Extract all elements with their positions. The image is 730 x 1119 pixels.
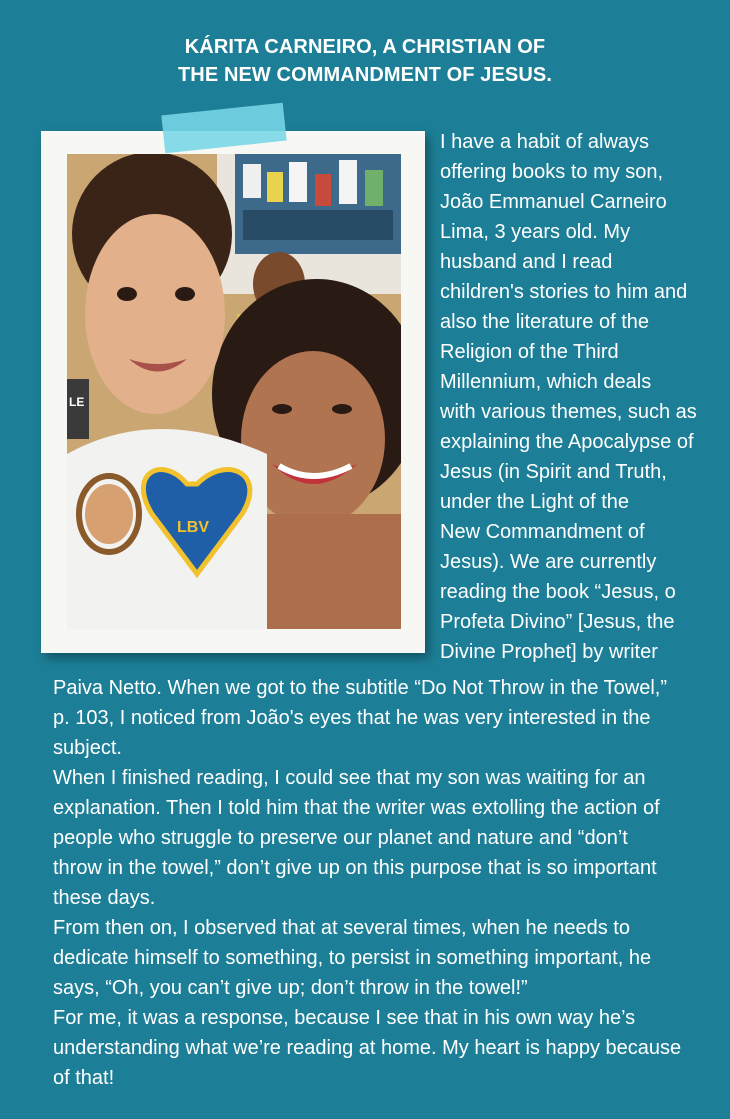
text-line: Millennium, which deals [440,371,652,393]
text-line: under the Light of the [440,491,630,513]
text-line: of that! [53,1067,115,1089]
text-line: children's stories to him and [440,281,688,303]
title-line-2: THE NEW COMMANDMENT OF JESUS. [177,64,552,86]
text-line: these days. [53,887,156,909]
text-line: Paiva Netto. When we got to the subtitle “Do Not Throw in the Towel,” [53,677,668,699]
article-text-body [53,673,718,1093]
text-line: with various themes, such as [440,401,697,423]
photo-frame [41,131,425,653]
text-line: I have a habit of always [440,131,650,153]
text-line: When I finished reading, I could see that my son was waiting for an [53,767,646,789]
text-line: husband and I read [440,251,613,273]
text-line: New Commandment of [440,521,645,543]
text-line: Jesus). We are currently [440,551,657,573]
text-line: p. 103, I noticed from João's eyes that he was very interested in the [53,707,651,729]
text-line: subject. [53,737,122,759]
text-line: Profeta Divino” [Jesus, the [440,611,675,633]
text-line: people who struggle to preserve our planet and nature and “don’t [53,827,628,849]
title-line-1: KÁRITA CARNEIRO, A CHRISTIAN OF [184,36,546,58]
text-line: understanding what we’re reading at home. My heart is happy because [53,1037,682,1059]
article-text-side [440,127,722,667]
text-line: For me, it was a response, because I see that in his own way he’s [53,1007,636,1029]
text-line: throw in the towel,” don’t give up on this purpose that is so important [53,857,657,879]
text-line: says, “Oh, you can’t give up; don’t throw in the towel!” [53,977,528,999]
text-line: explaining the Apocalypse of [440,431,694,453]
article-title [0,33,730,89]
text-line: João Emmanuel Carneiro [440,191,667,213]
text-line: Divine Prophet] by writer [440,641,658,663]
text-line: offering books to my son, [440,161,664,183]
text-line: Religion of the Third [440,341,619,363]
text-line: Jesus (in Spirit and Truth, [440,461,667,483]
text-line: dedicate himself to something, to persist in something important, he [53,947,652,969]
text-line: explanation. Then I told him that the writer was extolling the action of [53,797,660,819]
shirt-logo-text: LBV [177,519,209,536]
text-line: Lima, 3 years old. My [440,221,631,243]
text-line: From then on, I observed that at several times, when he needs to [53,917,630,939]
photo-mother-and-son [67,154,401,629]
text-line: reading the book “Jesus, o [440,581,676,603]
text-line: also the literature of the [440,311,650,333]
photo-illustration [67,154,401,629]
sign-text: LE [69,395,85,409]
